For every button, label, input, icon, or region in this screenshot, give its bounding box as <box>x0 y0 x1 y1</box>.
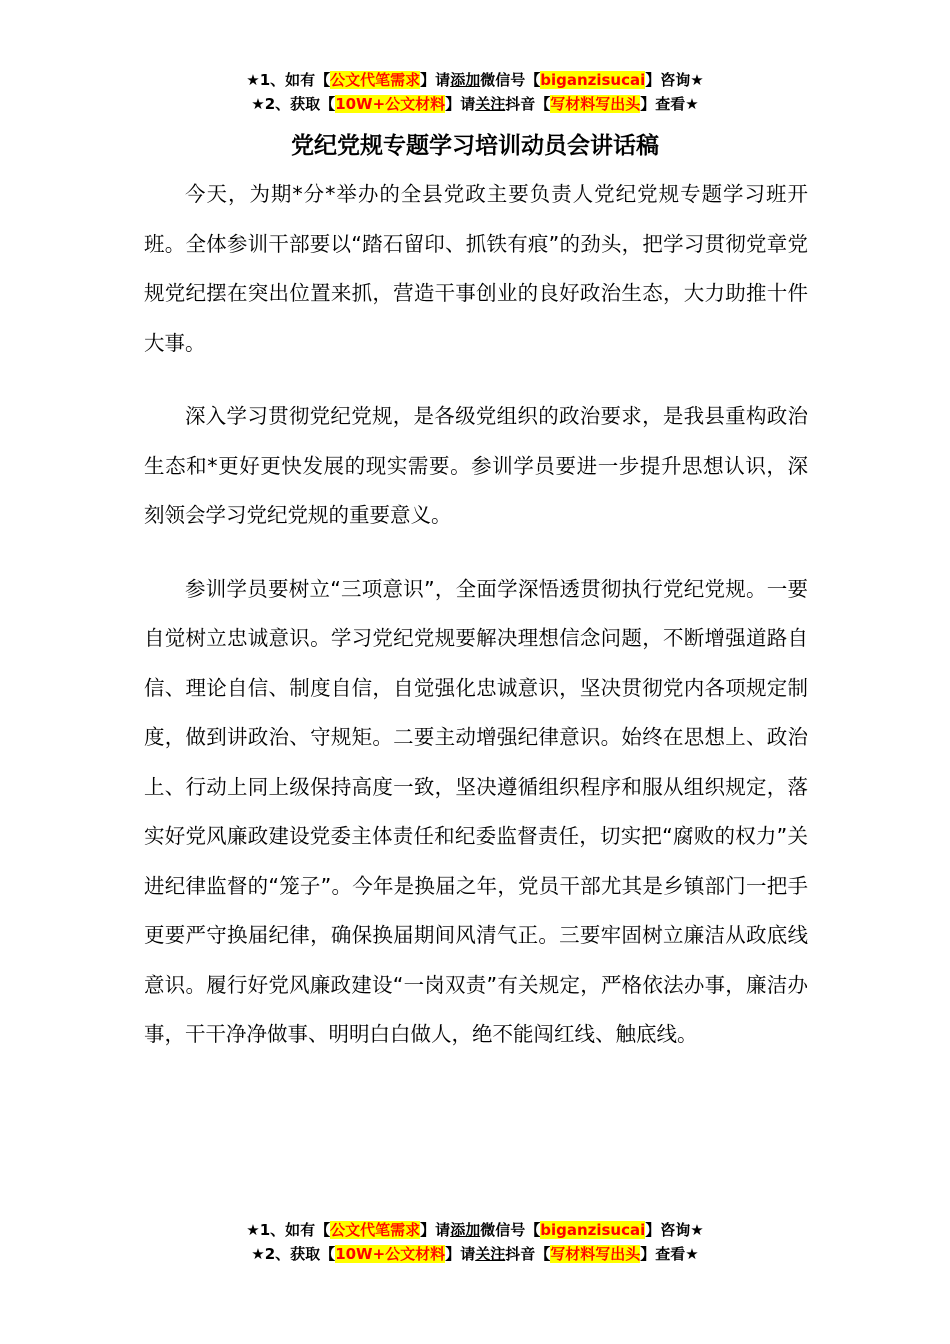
banner-text: ★1、如有【 <box>246 71 331 89</box>
highlight-wechat-id: biganzisucai <box>540 71 646 89</box>
paragraph: 深入学习贯彻党纪党规，是各级党组织的政治要求，是我县重构政治生态和*更好更快发展的现实需要。参训学员要进一步提升思想认识，深刻领会学习党纪党规的重要意义。 <box>144 404 808 527</box>
banner-text: 】请 <box>445 95 476 113</box>
banner-line-1 <box>0 68 950 92</box>
footer-banner <box>0 1218 950 1266</box>
highlight-douyin-account: 写材料写出头 <box>550 1245 641 1263</box>
highlight-douyin-account: 写材料写出头 <box>550 95 641 113</box>
document-body <box>144 170 808 1084</box>
banner-text: 微信号【 <box>480 71 541 89</box>
highlight-materials: 10W+公文材料 <box>335 95 446 113</box>
banner-text: 抖音【 <box>505 95 551 113</box>
header-banner <box>0 68 950 116</box>
paragraph: 参训学员要树立“三项意识”，全面学深悟透贯彻执行党纪党规。一要自觉树立忠诚意识。学习党纪党规要解决理想信念问题，不断增强道路自信、理论自信、制度自信，自觉强化忠诚意识，坚决贯彻党内各项规定制度，做到讲政治、守规矩。二要主动增强纪律意识。始终在思想上、政治上、行动上同上级保持高度一致，坚决遵循组织程序和服从组织规定，落实好党风廉政建设党委主体责任和纪委监督责任，切实把“腐败的权力”关进纪律监督的“笼子”。今年是换届之年，党员干部尤其是乡镇部门一把手更要严守换届纪律，确保换届期间风清气正。三要牢固树立廉洁从政底线意识。履行好党风廉政建设“一岗双责”有关规定，严格依法办事，廉洁办事，干干净净做事、明明白白做人，绝不能闯红线、触底线。 <box>144 576 808 1046</box>
banner-text: 】请 <box>420 1221 451 1239</box>
banner-text: ★1、如有【 <box>246 1221 331 1239</box>
banner-underlined-text: 添加 <box>450 71 481 89</box>
banner-text: 】查看★ <box>640 1245 699 1263</box>
document-title: 党纪党规专题学习培训动员会讲话稿 <box>291 133 659 159</box>
banner-underlined-text: 关注 <box>475 95 506 113</box>
banner-line-2 <box>0 1242 950 1266</box>
highlight-materials: 10W+公文材料 <box>335 1245 446 1263</box>
banner-text: ★2、获取【 <box>251 95 336 113</box>
banner-text: 抖音【 <box>505 1245 551 1263</box>
paragraph: 今天，为期*分*举办的全县党政主要负责人党纪党规专题学习班开班。全体参训干部要以“踏石留印、抓铁有痕”的劲头，把学习贯彻党章党规党纪摆在突出位置来抓，营造干事创业的良好政治生态，大力助推十件大事。 <box>144 182 808 355</box>
banner-text: ★2、获取【 <box>251 1245 336 1263</box>
banner-text: 】咨询★ <box>645 71 704 89</box>
banner-underlined-text: 关注 <box>475 1245 506 1263</box>
highlight-service: 公文代笔需求 <box>330 71 421 89</box>
banner-line-2 <box>0 92 950 116</box>
highlight-wechat-id: biganzisucai <box>540 1221 646 1239</box>
banner-text: 】咨询★ <box>645 1221 704 1239</box>
banner-underlined-text: 添加 <box>450 1221 481 1239</box>
banner-text: 】请 <box>445 1245 476 1263</box>
banner-text: 微信号【 <box>480 1221 541 1239</box>
highlight-service: 公文代笔需求 <box>330 1221 421 1239</box>
banner-line-1 <box>0 1218 950 1242</box>
banner-text: 】查看★ <box>640 95 699 113</box>
banner-text: 】请 <box>420 71 451 89</box>
